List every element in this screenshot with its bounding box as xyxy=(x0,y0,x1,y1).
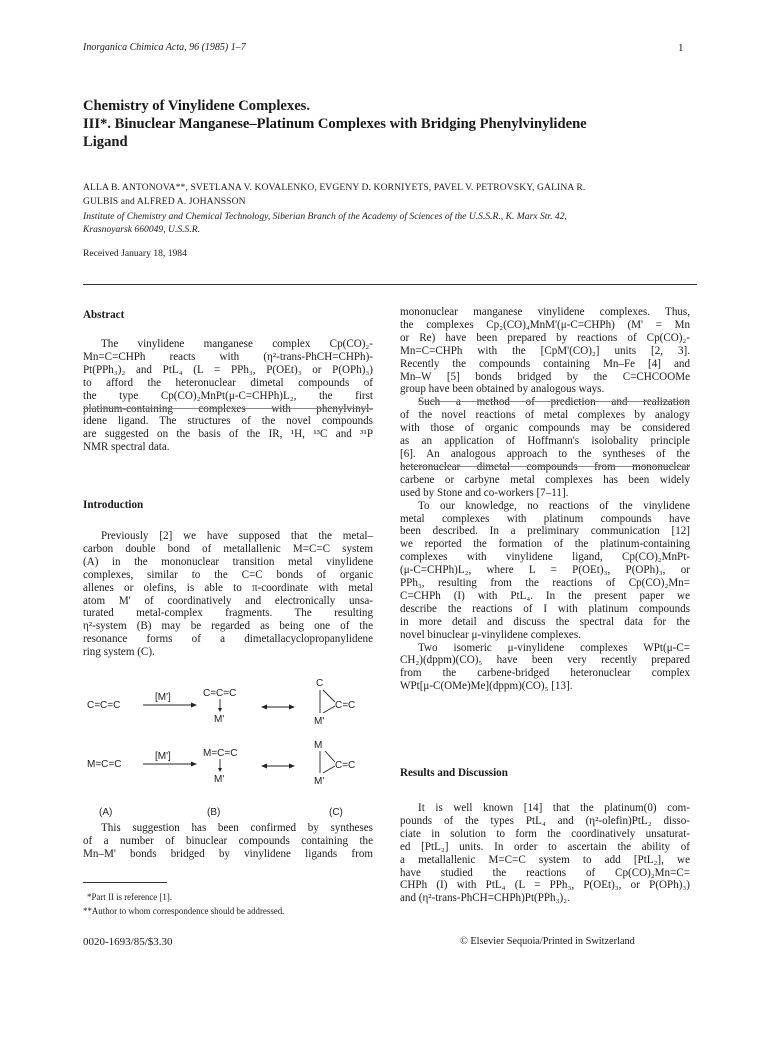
abstract-section xyxy=(83,309,373,322)
results-heading: Results and Discussion xyxy=(400,767,508,779)
body-line: or Re) have been prepared by reactions of Cp(CO)₂- xyxy=(400,331,690,344)
intro-line: allenes or olefins, is able to π-coordinate with metal xyxy=(83,581,373,594)
body-line: mononuclear manganese vinylidene complexes. Thus, xyxy=(400,306,690,318)
title-line: Chemistry of Vinylidene Complexes. xyxy=(83,98,311,114)
publisher-notice: © Elsevier Sequoia/Printed in Switzerland xyxy=(460,936,635,947)
scheme-resonance2-left xyxy=(261,764,267,769)
page-number: 1 xyxy=(678,42,684,54)
scheme-arrowhead1 xyxy=(191,703,197,708)
intro-line: of a number of binuclear compounds containing the xyxy=(83,834,373,847)
intro-line: atom M' of coordinatively and electronically unsa- xyxy=(83,594,373,607)
abstract-line: are suggested on the basis of the IR, ¹H, ¹³C and ³¹P xyxy=(83,428,373,441)
intro-line: turated metal-complex fragments. The resulting xyxy=(83,607,373,620)
scheme-c1-metal: M' xyxy=(314,716,325,727)
scheme-ring2-top xyxy=(325,751,335,762)
intro-line: Previously [2] we have supposed that the metal– xyxy=(101,530,373,542)
body-line: group have been obtained by analogous ways. xyxy=(400,383,605,396)
body-line: PPh₃, resulting from the reactions of Cp(CO)₂Mn= xyxy=(400,577,690,590)
introduction-heading: Introduction xyxy=(83,499,144,511)
article-title xyxy=(83,97,723,151)
right-column xyxy=(400,306,690,693)
body-line: To our knowledge, no reactions of the vinylidene xyxy=(418,499,690,512)
body-line: (μ-C=CHPh)L₂, where L = P(OEt)₃, P(OPh)₃, or xyxy=(400,564,690,577)
footnote-2: **Author to whom correspondence should be addressed. xyxy=(83,906,285,916)
body-line: in more detail and discuss the spectral data for the xyxy=(400,615,690,628)
body-line: a metallallenic M=C=C system to add [PtL₂], we xyxy=(400,853,690,866)
body-line: [6]. An analogous approach to the syntheses of the xyxy=(400,447,690,460)
body-line: CHPh (I) with PtL₄ (L = PPh₃, P(OEt)₃, or P(OPh)₃) xyxy=(400,879,690,892)
scheme-c2-right: C=C xyxy=(335,760,356,771)
scheme-resonance1-left xyxy=(261,705,267,710)
results-text xyxy=(400,802,690,905)
title-line: III*. Binuclear Manganese–Platinum Complexes with Bridging Phenylvinylidene xyxy=(83,116,587,132)
scheme-b1-metal: M' xyxy=(214,714,225,725)
body-line: with those of organic compounds may be considered xyxy=(400,422,690,435)
scheme-coord2-head xyxy=(218,768,222,772)
scheme-b2-metal: M' xyxy=(214,774,225,785)
body-line: ed [PtL₂] units. In order to ascertain the ability of xyxy=(400,840,690,853)
introduction-continued xyxy=(83,822,373,861)
scheme-ring1-top xyxy=(323,690,335,702)
abstract-line: platinum-containing complexes with phenylvinyl- xyxy=(83,402,373,415)
scheme-coord1-head xyxy=(218,708,222,712)
body-line: Recently the compounds containing Mn–Fe [4] and xyxy=(400,357,690,370)
body-line: heteronuclear dimetal compounds from mononuclear xyxy=(400,460,690,473)
intro-line: ring system (C). xyxy=(83,646,155,659)
abstract-line: NMR spectral data. xyxy=(83,441,170,454)
issn-price: 0020-1693/85/$3.30 xyxy=(83,936,173,948)
scheme-label-b: (B) xyxy=(207,807,221,818)
scheme-ring2-bottom xyxy=(323,766,335,773)
results-section xyxy=(400,767,690,780)
intro-line: (A) in the mononuclear transition metal vinylidene xyxy=(83,555,373,568)
body-line: C=CHPh (I) with PtL₄. In the present paper we xyxy=(400,589,690,602)
body-line: carbene or carbyne metal complexes has been widely xyxy=(400,473,690,486)
body-line: CH₂)(dppm)(CO)₅ have been very recently prepared xyxy=(400,654,690,667)
scheme-b1: C=C=C xyxy=(203,688,237,699)
body-line: Mn–W [5] bonds bridged by the C=CHCOOMe xyxy=(400,370,690,383)
body-line: metal complexes with platinum compounds have xyxy=(400,512,690,525)
intro-line: complexes, similar to the C=C bonds of organic xyxy=(83,568,373,581)
intro-line: Mn–M' bonds bridged by vinylidene ligands from xyxy=(83,847,373,860)
abstract-text xyxy=(83,338,373,454)
scheme-label-c: (C) xyxy=(329,807,343,818)
journal-citation: Inorganica Chimica Acta, 96 (1985) 1–7 xyxy=(83,42,246,53)
author-list xyxy=(83,181,703,209)
body-line: from the carbene-bridged heteronuclear complex xyxy=(400,667,690,680)
body-line: describe the reactions of I with platinum compounds xyxy=(400,602,690,615)
intro-line: carbon double bond of metallallenic M=C=C system xyxy=(83,542,373,555)
scheme-b2: M=C=C xyxy=(203,748,238,759)
body-line: Two isomeric μ-vinylidene complexes WPt(μ-C= xyxy=(418,641,690,654)
body-line: we reported the formation of the platinum-containing xyxy=(400,538,690,551)
footnote-1: *Part II is reference [1]. xyxy=(87,892,173,902)
author-line: ALLA B. ANTONOVA**, SVETLANA V. KOVALENKO, EVGENY D. KORNIYETS, PAVEL V. PETROVSKY, GALINA R. xyxy=(83,182,586,193)
abstract-line: Mn=C=CHPh reacts with (η²-trans-PhCH=CHPh)- xyxy=(83,350,373,363)
scheme-a1: C=C=C xyxy=(87,700,121,711)
abstract-line: to afford the heteronuclear dimetal compounds of xyxy=(83,376,373,389)
body-line: ciate in solution to form the coordinatively unsaturat- xyxy=(400,827,690,840)
body-line: It is well known [14] that the platinum(0) com- xyxy=(418,802,690,814)
intro-line: η²-system (B) may be regarded as being one of the xyxy=(83,620,373,633)
scheme-c2-top: M xyxy=(314,740,323,751)
body-line: Such a method of prediction and realization xyxy=(418,396,690,409)
introduction-section xyxy=(83,499,373,512)
body-line: of the novel reactions of metal complexes by analogy xyxy=(400,409,690,422)
scheme-label-a: (A) xyxy=(99,807,113,818)
footnote-rule xyxy=(83,882,167,883)
scheme-resonance2-right xyxy=(289,764,295,769)
intro-line: This suggestion has been confirmed by syntheses xyxy=(101,822,373,834)
abstract-line: The vinylidene manganese complex Cp(CO)₂- xyxy=(101,338,373,350)
scheme-reagent1: [M'] xyxy=(155,692,171,703)
scheme-a2: M=C=C xyxy=(87,759,122,770)
body-line: complexes with vinylidene ligand, Cp(CO)₂MnPt- xyxy=(400,551,690,564)
body-line: novel binuclear μ-vinylidene complexes. xyxy=(400,628,581,641)
scheme-c2-metal: M' xyxy=(314,776,325,787)
body-line: WPt[μ-C(OMe)Me](dppm)(CO)₅ [13]. xyxy=(400,680,573,693)
affiliation-line: Krasnoyarsk 660049, U.S.S.R. xyxy=(83,224,200,235)
abstract-line: the type Cp(CO)₂MnPt(μ-C=CHPh)L₂, the first xyxy=(83,389,373,402)
abstract-line: Pt(PPh₃)₂ and PtL₄ (L = PPh₃, P(OEt)₃ or P(OPh)₃) xyxy=(83,363,373,376)
intro-line: resonance forms of a dimetallacyclopropanylidene xyxy=(83,633,373,646)
header-rule xyxy=(83,284,697,285)
received-date: Received January 18, 1984 xyxy=(83,248,187,259)
scheme-reagent2: [M'] xyxy=(155,751,171,762)
abstract-line: idene ligand. The structures of the novel compounds xyxy=(83,415,373,428)
abstract-heading: Abstract xyxy=(83,309,125,321)
body-line: pounds of the types PtL₄ and (η²-olefin)PtL₂ disso- xyxy=(400,814,690,827)
body-line: as an application of Hoffmann's isolobality principle xyxy=(400,435,690,448)
body-line: used by Stone and co-workers [7–11]. xyxy=(400,486,569,499)
introduction-text xyxy=(83,530,373,659)
scheme-ring1-bottom xyxy=(323,706,335,713)
reaction-scheme xyxy=(83,678,383,818)
body-line: Mn=C=CHPh with the [CpM'(CO)₂] units [2, 3]. xyxy=(400,344,690,357)
scheme-c1-top: C xyxy=(316,678,324,689)
body-line: the complexes Cp₂(CO)₄MnM'(μ-C=CHPh) (M' = Mn xyxy=(400,318,690,331)
author-line: GULBIS and ALFRED A. JOHANSSON xyxy=(83,196,246,207)
affiliation-line: Institute of Chemistry and Chemical Technology, Siberian Branch of the Academy of Sciences of the U.S.S.R., K. Marx Str. 42, xyxy=(83,211,567,222)
title-line: Ligand xyxy=(83,134,128,150)
body-line: have studied the reactions of Cp(CO)₂Mn=C= xyxy=(400,866,690,879)
scheme-arrowhead2 xyxy=(191,762,197,767)
body-line: and (η²-trans-PhCH=CHPh)Pt(PPh₃)₂. xyxy=(400,892,570,905)
scheme-resonance1-right xyxy=(289,705,295,710)
scheme-c1-right: C=C xyxy=(335,700,356,711)
body-line: been described. In a preliminary communication [12] xyxy=(400,525,690,538)
affiliation xyxy=(83,210,723,236)
